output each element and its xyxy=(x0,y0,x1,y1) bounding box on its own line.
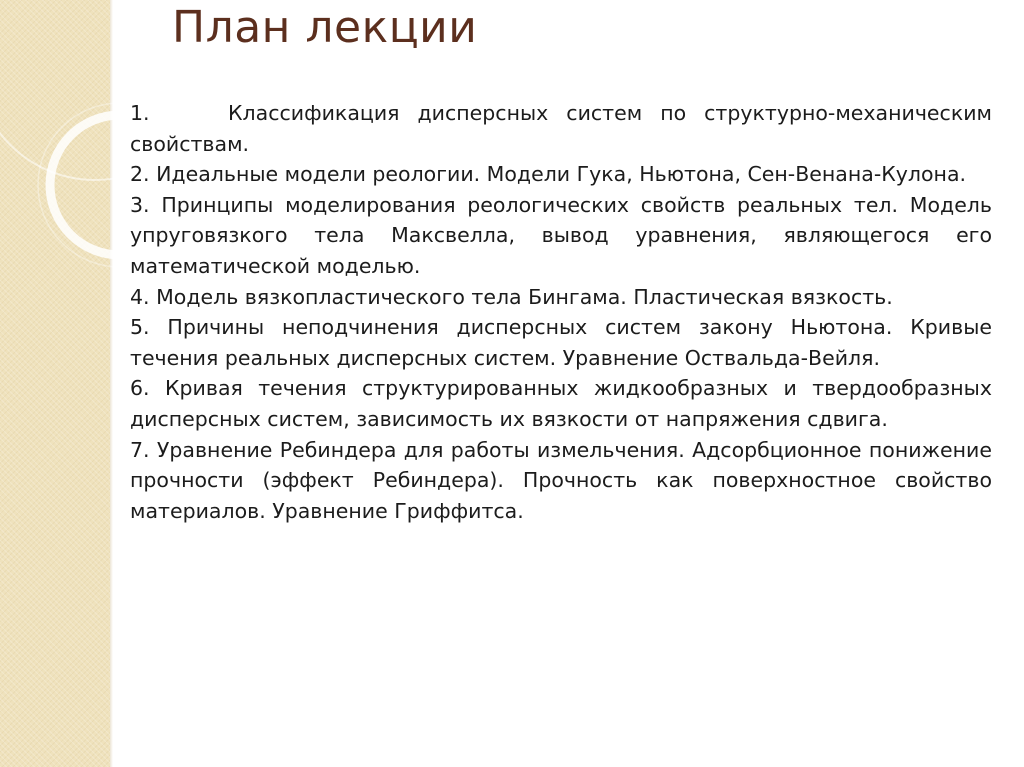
plan-item-text: Идеальные модели реологии. Модели Гука, Ньютона, Сен-Венана-Кулона. xyxy=(156,162,967,187)
plan-item-number: 6. xyxy=(130,376,150,401)
plan-item-6 xyxy=(130,373,992,434)
plan-item-7 xyxy=(130,435,992,527)
plan-item-5 xyxy=(130,312,992,373)
plan-item-number: 3. xyxy=(130,192,150,217)
plan-item-text: Классификация дисперсных систем по структурно-механическим свойствам. xyxy=(130,101,992,156)
plan-item-number: 7. xyxy=(130,437,150,462)
plan-item-text: Принципы моделирования реологических свойств реальных тел. Модель упруговязкого тела Максвелла, вывод уравнения, являющегося его математической моделью. xyxy=(130,192,992,278)
plan-item-number: 4. xyxy=(130,284,150,309)
plan-item-number: 1. xyxy=(130,101,150,125)
plan-item-3 xyxy=(130,190,992,282)
lecture-plan-list xyxy=(130,98,992,526)
plan-item-number: 2. xyxy=(130,162,150,187)
plan-item-text: Причины неподчинения дисперсных систем закону Ньютона. Кривые течения реальных дисперсных систем. Уравнение Оствальда-Вейля. xyxy=(130,315,992,370)
plan-item-text: Уравнение Ребиндера для работы измельчения. Адсорбционное понижение прочности (эффект Ребиндера). Прочность как поверхностное свойство материалов. Уравнение Гриффитса. xyxy=(130,437,992,523)
plan-item-1 xyxy=(130,98,992,159)
plan-item-4 xyxy=(130,282,992,313)
plan-item-text: Модель вязкопластического тела Бингама. Пластическая вязкость. xyxy=(156,284,893,309)
plan-item-number: 5. xyxy=(130,315,150,340)
plan-item-text: Кривая течения структурированных жидкообразных и твердообразных дисперсных систем, зависимость их вязкости от напряжения сдвига. xyxy=(130,376,992,431)
plan-item-2 xyxy=(130,159,992,190)
slide-title: План лекции xyxy=(172,2,478,53)
